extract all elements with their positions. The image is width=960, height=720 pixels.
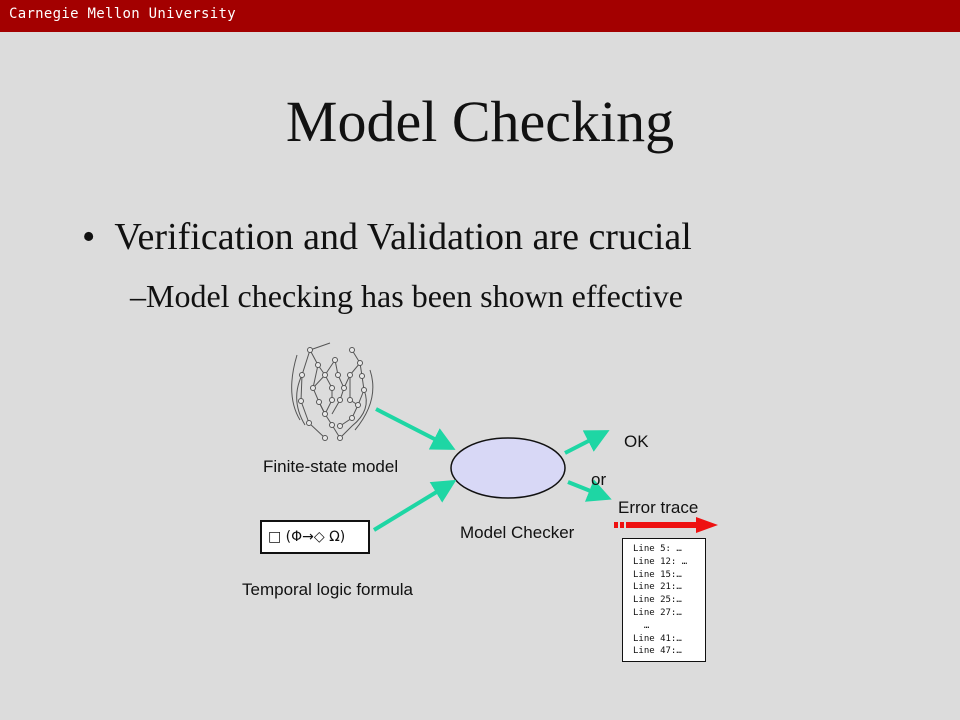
- trace-line: …: [633, 620, 650, 631]
- state-graph-icon: [292, 343, 373, 441]
- trace-line: Line 27:…: [633, 607, 682, 618]
- bullet-dash: –: [130, 278, 146, 314]
- trace-line: Line 41:…: [633, 633, 682, 644]
- org-name: Carnegie Mellon University: [9, 6, 236, 22]
- trace-line: Line 47:…: [633, 646, 682, 657]
- arrow-formula-to-checker: [374, 482, 453, 530]
- error-trace-listing: [622, 538, 706, 662]
- trace-line: Line 5: …: [633, 544, 682, 554]
- trace-line: Line 12: …: [633, 556, 688, 567]
- slide-title: Model Checking: [285, 89, 675, 154]
- arrow-checker-to-ok: [565, 432, 606, 453]
- or-label: or: [591, 470, 607, 489]
- trace-line: Line 21:…: [633, 582, 682, 593]
- error-trace-arrow: [614, 517, 718, 533]
- trace-line: Line 15:…: [633, 569, 682, 580]
- formula-box: [260, 520, 370, 554]
- ok-label: OK: [624, 432, 649, 451]
- model-checker-ellipse: [451, 438, 565, 498]
- finite-state-model-label: Finite-state model: [263, 457, 399, 476]
- error-trace-label: Error trace: [618, 498, 699, 517]
- model-checker-label: Model Checker: [460, 523, 575, 542]
- arrow-model-to-checker: [376, 409, 452, 448]
- bullet-main-text: Verification and Validation are crucial: [114, 216, 692, 258]
- bullet-sub-text: Model checking has been shown effective: [146, 278, 683, 314]
- formula-text: □ (Φ→◇ Ω): [268, 529, 346, 545]
- temporal-logic-label: Temporal logic formula: [242, 580, 414, 599]
- bullet-dot: •: [82, 216, 115, 258]
- trace-line: Line 25:…: [633, 595, 682, 606]
